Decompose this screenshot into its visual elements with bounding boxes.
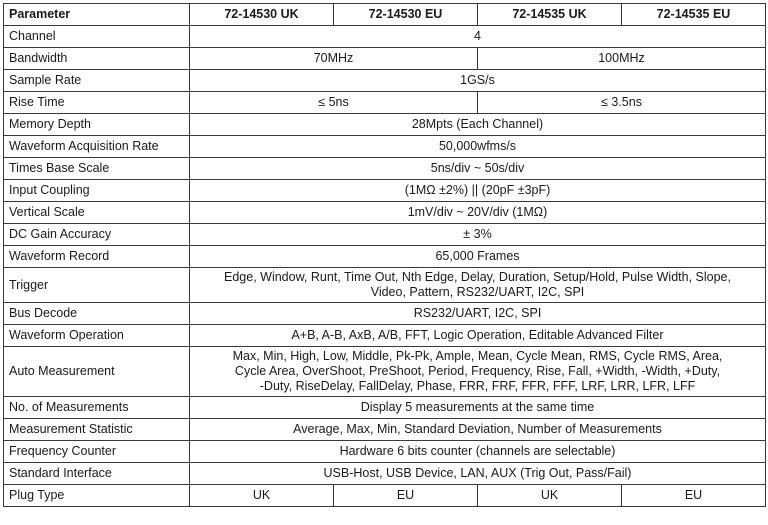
- row-channel: [4, 26, 766, 48]
- row-value: 65,000 Frames: [190, 246, 766, 268]
- header-row: [4, 4, 766, 26]
- row-value: 1GS/s: [190, 70, 766, 92]
- row-plug-type: [4, 485, 766, 507]
- value-line: Max, Min, High, Low, Middle, Pk-Pk, Ample, Mean, Cycle Mean, RMS, Cycle RMS, Area,: [232, 349, 723, 363]
- header-model: 72-14530 UK: [190, 4, 334, 26]
- row-value: 70MHz: [190, 48, 478, 70]
- row-label: Rise Time: [4, 92, 190, 114]
- row-value: Display 5 measurements at the same time: [190, 397, 766, 419]
- row-label: Waveform Operation: [4, 325, 190, 347]
- row-label: Bandwidth: [4, 48, 190, 70]
- row-label: Waveform Record: [4, 246, 190, 268]
- row-trigger: [4, 268, 766, 303]
- row-value: Hardware 6 bits counter (channels are selectable): [190, 441, 766, 463]
- row-value: ± 3%: [190, 224, 766, 246]
- row-bandwidth: [4, 48, 766, 70]
- row-vertical-scale: [4, 202, 766, 224]
- spec-table: [3, 3, 766, 507]
- row-value: UK: [190, 485, 334, 507]
- row-label: Vertical Scale: [4, 202, 190, 224]
- row-value: 5ns/div ~ 50s/div: [190, 158, 766, 180]
- value-line: Edge, Window, Runt, Time Out, Nth Edge, Delay, Duration, Setup/Hold, Pulse Width, Slope,: [224, 270, 731, 284]
- header-parameter: Parameter: [4, 4, 190, 26]
- value-line: -Duty, RiseDelay, FallDelay, Phase, FRR, FRF, FFR, FFF, LRF, LRR, LFR, LFF: [259, 379, 696, 393]
- row-dc-gain-accuracy: [4, 224, 766, 246]
- header-model: 72-14535 UK: [478, 4, 622, 26]
- row-label: Frequency Counter: [4, 441, 190, 463]
- row-value: 50,000wfms/s: [190, 136, 766, 158]
- row-value: A+B, A-B, AxB, A/B, FFT, Logic Operation, Editable Advanced Filter: [190, 325, 766, 347]
- row-frequency-counter: [4, 441, 766, 463]
- row-waveform-operation: [4, 325, 766, 347]
- row-memory-depth: [4, 114, 766, 136]
- row-input-coupling: [4, 180, 766, 202]
- row-value: USB-Host, USB Device, LAN, AUX (Trig Out, Pass/Fail): [190, 463, 766, 485]
- row-label: Trigger: [4, 268, 190, 303]
- row-times-base-scale: [4, 158, 766, 180]
- row-value: 28Mpts (Each Channel): [190, 114, 766, 136]
- row-sample-rate: [4, 70, 766, 92]
- row-auto-measurement: [4, 347, 766, 397]
- row-value: Average, Max, Min, Standard Deviation, Number of Measurements: [190, 419, 766, 441]
- header-model: 72-14530 EU: [334, 4, 478, 26]
- row-value: [190, 347, 766, 397]
- row-waveform-acquisition-rate: [4, 136, 766, 158]
- row-label: Standard Interface: [4, 463, 190, 485]
- row-measurement-statistic: [4, 419, 766, 441]
- value-line: Video, Pattern, RS232/UART, I2C, SPI: [370, 285, 585, 299]
- row-value: 4: [190, 26, 766, 48]
- row-label: Plug Type: [4, 485, 190, 507]
- row-value: EU: [334, 485, 478, 507]
- row-label: Times Base Scale: [4, 158, 190, 180]
- row-bus-decode: [4, 303, 766, 325]
- row-value: EU: [622, 485, 766, 507]
- header-model: 72-14535 EU: [622, 4, 766, 26]
- row-value: ≤ 5ns: [190, 92, 478, 114]
- row-label: Memory Depth: [4, 114, 190, 136]
- row-label: Input Coupling: [4, 180, 190, 202]
- row-label: DC Gain Accuracy: [4, 224, 190, 246]
- row-label: Waveform Acquisition Rate: [4, 136, 190, 158]
- row-standard-interface: [4, 463, 766, 485]
- row-value: [190, 268, 766, 303]
- row-value: UK: [478, 485, 622, 507]
- row-value: 100MHz: [478, 48, 766, 70]
- row-no-of-measurements: [4, 397, 766, 419]
- row-label: No. of Measurements: [4, 397, 190, 419]
- row-value: RS232/UART, I2C, SPI: [190, 303, 766, 325]
- row-label: Bus Decode: [4, 303, 190, 325]
- row-waveform-record: [4, 246, 766, 268]
- row-value: 1mV/div ~ 20V/div (1MΩ): [190, 202, 766, 224]
- value-line: Cycle Area, OverShoot, PreShoot, Period, Frequency, Rise, Fall, +Width, -Width, +Duty,: [234, 364, 721, 378]
- row-rise-time: [4, 92, 766, 114]
- row-value: (1MΩ ±2%) || (20pF ±3pF): [190, 180, 766, 202]
- row-label: Measurement Statistic: [4, 419, 190, 441]
- row-value: ≤ 3.5ns: [478, 92, 766, 114]
- row-label: Auto Measurement: [4, 347, 190, 397]
- row-label: Channel: [4, 26, 190, 48]
- row-label: Sample Rate: [4, 70, 190, 92]
